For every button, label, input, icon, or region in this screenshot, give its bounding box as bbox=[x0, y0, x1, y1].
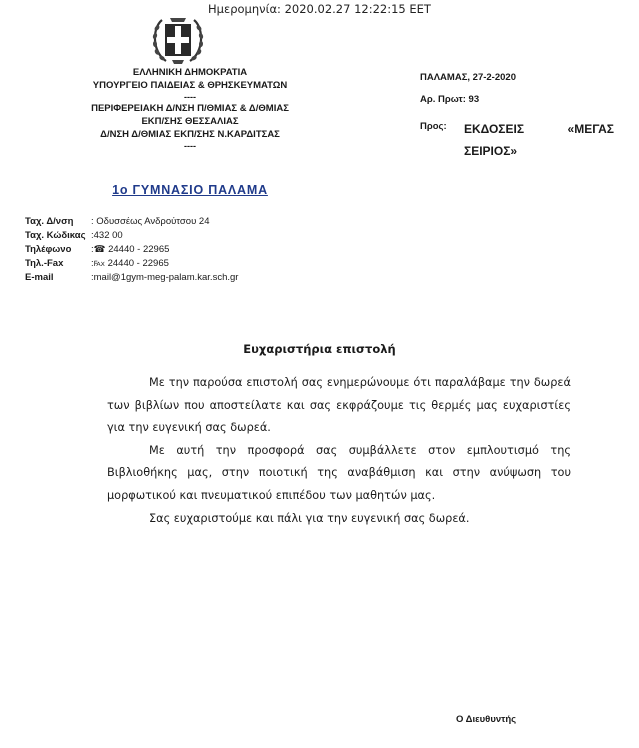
print-timestamp: Ημερομηνία: 2020.02.27 12:22:15 EET bbox=[208, 2, 431, 16]
place-date: ΠΑΛΑΜΑΣ, 27-2-2020 bbox=[420, 72, 516, 83]
recipient bbox=[420, 118, 614, 162]
contact-label: E-mail bbox=[25, 272, 54, 283]
header-line-regional-directorate: ΠΕΡΙΦΕΡΕΙΑΚΗ Δ/ΝΣΗ Π/ΘΜΙΑΣ & Δ/ΘΜΙΑΣ bbox=[91, 103, 289, 114]
contact-value: :432 00 bbox=[91, 230, 123, 241]
contact-value: :☎ 24440 - 22965 bbox=[91, 244, 170, 255]
body-paragraph: Σας ευχαριστούμε και πάλι για την ευγενική σας δωρεά. bbox=[149, 511, 470, 525]
contact-label: Ταχ. Δ/νση bbox=[25, 216, 74, 227]
letter-title: Ευχαριστήρια επιστολή bbox=[243, 342, 396, 356]
contact-row-fax bbox=[25, 257, 238, 271]
contact-value: :℻ 24440 - 22965 bbox=[91, 258, 169, 269]
header-line-region: ΕΚΠ/ΣΗΣ ΘΕΣΣΑΛΙΑΣ bbox=[141, 116, 239, 127]
contact-value: : Οδυσσέως Ανδρούτσου 24 bbox=[91, 216, 210, 227]
header-separator: ---- bbox=[184, 92, 196, 102]
recipient-line1-b: «ΜΕΓΑΣ bbox=[567, 122, 614, 136]
contact-row-phone bbox=[25, 243, 238, 257]
greek-coat-of-arms-icon bbox=[146, 14, 210, 66]
protocol-number: Αρ. Πρωτ: 93 bbox=[420, 94, 480, 105]
contact-value: :mail@1gym-meg-palam.kar.sch.gr bbox=[91, 272, 239, 283]
contact-block bbox=[25, 215, 238, 285]
header-separator: ---- bbox=[184, 141, 196, 151]
header-line-ministry: ΥΠΟΥΡΓΕΙΟ ΠΑΙΔΕΙΑΣ & ΘΡΗΣΚΕΥΜΑΤΩΝ bbox=[92, 80, 288, 91]
contact-row-postcode bbox=[25, 229, 238, 243]
school-name: 1ο ΓΥΜΝΑΣΙΟ ΠΑΛΑΜΑ bbox=[112, 183, 268, 197]
contact-label: Τηλέφωνο bbox=[25, 244, 72, 255]
recipient-name bbox=[464, 118, 614, 162]
letter-body bbox=[107, 372, 571, 530]
issuer-header bbox=[40, 66, 340, 151]
body-paragraph: Με την παρούσα επιστολή σας ενημερώνουμε ότι παραλάβαμε την δωρεά των βιβλίων που αποστείλατε και σας εκφράζουμε τις θερμές μας ευχαριστίες για την ευγενική σας δωρεά. bbox=[107, 376, 571, 435]
recipient-line2: ΣΕΙΡΙΟΣ» bbox=[464, 144, 518, 158]
contact-row-address bbox=[25, 215, 238, 229]
header-line-directorate: Δ/ΝΣΗ Δ/ΘΜΙΑΣ ΕΚΠ/ΣΗΣ Ν.ΚΑΡΔΙΤΣΑΣ bbox=[100, 129, 280, 140]
signature-title: Ο Διευθυντής bbox=[456, 714, 517, 725]
recipient-line1-a: ΕΚΔΟΣΕΙΣ bbox=[464, 122, 525, 136]
header-line-republic: ΕΛΛΗΝΙΚΗ ΔΗΜΟΚΡΑΤΙΑ bbox=[132, 67, 248, 78]
recipient-block bbox=[420, 72, 614, 162]
contact-label: Ταχ. Κώδικας bbox=[25, 230, 86, 241]
contact-row-email bbox=[25, 271, 238, 285]
contact-label: Τηλ.-Fax bbox=[25, 258, 64, 269]
recipient-label: Προς: bbox=[420, 121, 447, 132]
body-paragraph: Με αυτή την προσφορά σας συμβάλλετε στον εμπλουτισμό της Βιβλιοθήκης μας, στην ποιοτική της αναβάθμιση και στην ανύψωση του μορφωτικού και πνευματικού επιπέδου των μαθητών μας. bbox=[107, 443, 571, 502]
